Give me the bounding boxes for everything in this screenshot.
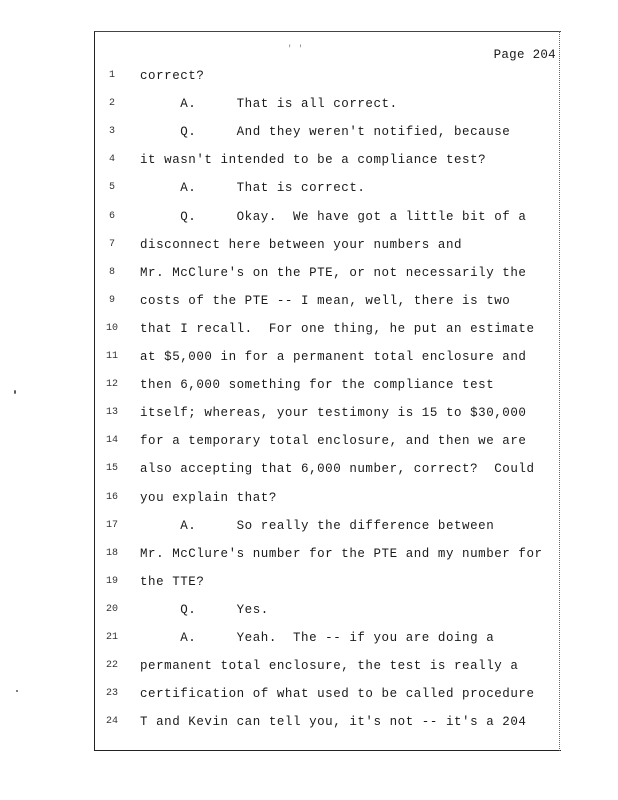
transcript-line	[0, 516, 618, 536]
transcript-line	[0, 122, 618, 142]
line-number: 22	[105, 660, 118, 672]
transcript-line	[0, 431, 618, 451]
line-number: 18	[105, 547, 118, 559]
line-text: Q. Yes.	[140, 602, 269, 617]
transcript-line	[0, 263, 618, 283]
scan-speck	[14, 390, 16, 394]
line-text: at $5,000 in for a permanent total enclosure and	[140, 350, 527, 364]
line-number: 17	[105, 519, 118, 531]
line-number: 11	[105, 351, 118, 362]
line-number: 19	[105, 575, 118, 587]
line-number: 21	[105, 632, 118, 643]
line-number: 10	[105, 322, 118, 334]
line-number: 5	[108, 182, 115, 194]
line-number: 23	[105, 688, 118, 700]
line-text: itself; whereas, your testimony is 15 to $30,000	[140, 406, 527, 421]
line-text: for a temporary total enclosure, and then we are	[140, 434, 527, 449]
line-text: costs of the PTE -- I mean, well, there is two	[140, 293, 511, 308]
line-text: correct?	[140, 69, 205, 83]
transcript-line	[0, 178, 618, 198]
line-text: Mr. McClure's on the PTE, or not necessarily the	[140, 265, 527, 280]
transcript-line	[0, 291, 618, 311]
line-text: Mr. McClure's number for the PTE and my number for	[140, 546, 543, 561]
transcript-line	[0, 600, 618, 620]
line-text: then 6,000 something for the compliance test	[140, 378, 495, 393]
transcript-line	[0, 347, 618, 367]
line-number: 3	[108, 126, 115, 138]
line-number: 16	[105, 491, 118, 503]
line-number: 1	[108, 70, 115, 81]
line-number: 20	[105, 603, 118, 615]
top-mark: ' '	[287, 44, 304, 54]
transcript-line	[0, 628, 618, 648]
line-text: A. So really the difference between	[140, 518, 495, 533]
line-text: certification of what used to be called procedure	[140, 687, 535, 702]
line-text: permanent total enclosure, the test is really a	[140, 659, 519, 674]
transcript-line	[0, 684, 618, 704]
line-number: 8	[108, 266, 115, 278]
transcript-line	[0, 235, 618, 255]
transcript-line	[0, 488, 618, 508]
line-number: 14	[105, 435, 118, 447]
line-text: T and Kevin can tell you, it's not -- it's a 204	[140, 715, 527, 730]
line-number: 9	[108, 294, 115, 306]
line-text: that I recall. For one thing, he put an estimate	[140, 321, 535, 336]
line-number: 4	[108, 154, 115, 166]
line-text: Q. Okay. We have got a little bit of a	[140, 209, 527, 224]
page-number: Page 204	[493, 48, 556, 62]
transcript-line	[0, 572, 618, 592]
transcript-line	[0, 150, 618, 170]
line-text: the TTE?	[140, 574, 205, 589]
transcript-line	[0, 66, 618, 86]
scan-speck	[16, 690, 18, 692]
line-number: 24	[105, 716, 118, 728]
transcript-line	[0, 656, 618, 676]
line-text: A. That is all correct.	[140, 97, 398, 112]
transcript-line	[0, 207, 618, 227]
transcript-line	[0, 375, 618, 395]
line-number: 2	[108, 98, 115, 110]
line-text: disconnect here between your numbers and	[140, 237, 463, 252]
line-text: A. Yeah. The -- if you are doing a	[140, 631, 495, 645]
line-text: also accepting that 6,000 number, correct? Could	[140, 462, 535, 477]
line-number: 13	[105, 407, 118, 419]
transcript-line	[0, 319, 618, 339]
line-text: Q. And they weren't notified, because	[140, 125, 511, 140]
line-text: you explain that?	[140, 490, 277, 505]
transcript-line	[0, 544, 618, 564]
line-number: 7	[108, 238, 115, 250]
transcript-line	[0, 403, 618, 423]
line-number: 6	[108, 210, 115, 222]
line-text: A. That is correct.	[140, 181, 366, 196]
transcript-line	[0, 94, 618, 114]
line-number: 12	[105, 379, 118, 391]
transcript-line	[0, 459, 618, 479]
line-text: it wasn't intended to be a compliance test?	[140, 153, 487, 168]
line-number: 15	[105, 463, 118, 475]
transcript-line	[0, 712, 618, 732]
